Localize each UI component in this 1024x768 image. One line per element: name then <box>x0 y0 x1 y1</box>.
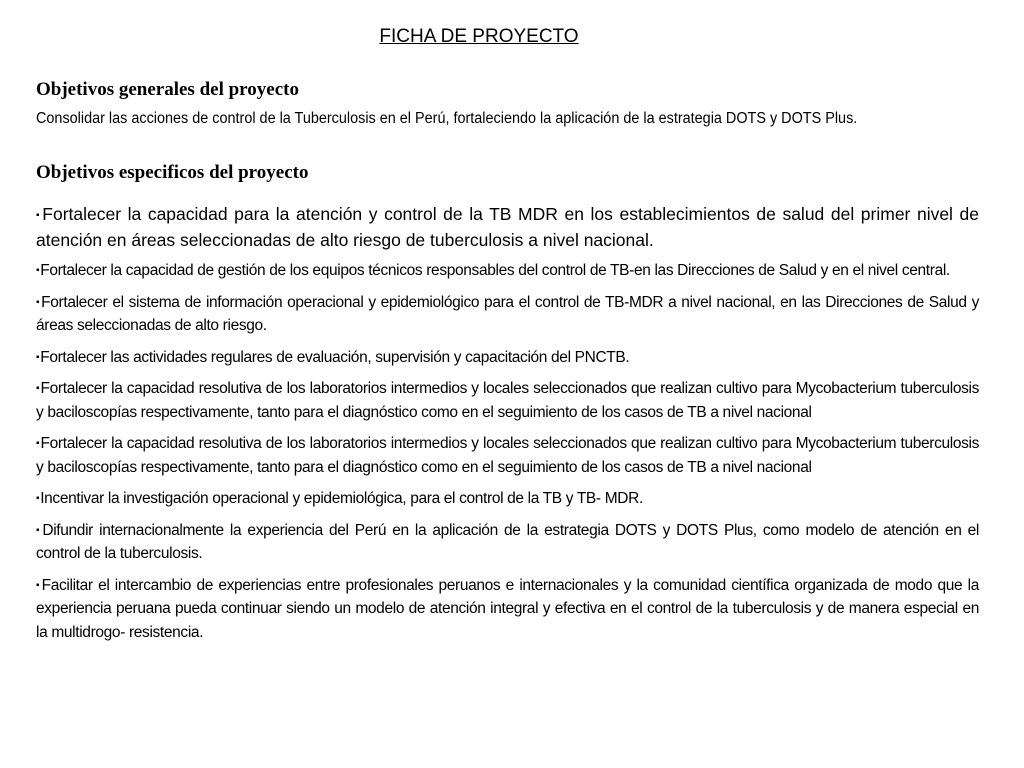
list-item-text: Fortalecer la capacidad de gestión de los equipos técnicos responsables del control de TB-en las Direcciones de Salud y en el nivel central. <box>40 262 950 279</box>
list-item-text: Fortalecer la capacidad resolutiva de los laboratorios intermedios y locales seleccionados que realizan cultivo para Mycobacterium tuberculosis y baciloscopías respectivamente, tanto para el diagnóstico como en el seguimiento de los casos de TB a nivel nacional <box>36 435 979 476</box>
bullet-marker-icon: ▪ <box>36 438 40 449</box>
page-title: FICHA DE PROYECTO <box>379 26 579 47</box>
list-item <box>36 432 979 479</box>
bullet-marker-icon: ▪ <box>36 265 40 276</box>
list-item-text: Fortalecer el sistema de información operacional y epidemiológico para el control de TB-MDR a nivel nacional, en las Direcciones de Salud y áreas seleccionadas de alto riesgo. <box>36 293 979 334</box>
bullet-marker-icon: ▪ <box>36 579 41 591</box>
list-item <box>36 259 979 283</box>
list-item <box>36 202 979 252</box>
bullet-marker-icon: ▪ <box>36 210 42 221</box>
list-item-text: Facilitar el intercambio de experiencias entre profesionales peruanos e internacionales y la comunidad científica organizada de modo que la experiencia peruana pueda continuar siendo un modelo de atención integral y efectiva en el control de la tuberculosis y de manera especial en la multidrogo- resistencia. <box>36 576 979 641</box>
general-objectives-heading: Objetivos generales del proyecto <box>36 79 299 100</box>
bullet-marker-icon: ▪ <box>36 383 40 394</box>
list-item <box>36 377 979 424</box>
specific-objectives-list <box>36 202 979 652</box>
list-item <box>36 519 979 566</box>
general-objective-text: Consolidar las acciones de control de la Tuberculosis en el Perú, fortaleciendo la aplicación de la estrategia DOTS y DOTS Plus. <box>36 110 858 127</box>
list-item-text: Incentivar la investigación operacional y epidemiológica, para el control de la TB y TB- MDR. <box>40 490 643 507</box>
specific-objectives-heading: Objetivos especificos del proyecto <box>36 162 309 183</box>
bullet-marker-icon: ▪ <box>36 296 41 308</box>
bullet-marker-icon: ▪ <box>36 524 42 536</box>
list-item-text: Fortalecer la capacidad resolutiva de los laboratorios intermedios y locales seleccionados que realizan cultivo para Mycobacterium tuberculosis y baciloscopías respectivamente, tanto para el diagnóstico como en el seguimiento de los casos de TB a nivel nacional <box>36 380 979 421</box>
list-item <box>36 346 979 370</box>
list-item <box>36 291 979 338</box>
bullet-marker-icon: ▪ <box>36 493 40 504</box>
list-item <box>36 487 979 511</box>
bullet-marker-icon: ▪ <box>36 351 40 363</box>
list-item-text: Difundir internacionalmente la experiencia del Perú en la aplicación de la estrategia DOTS y DOTS Plus, como modelo de atención en el control de la tuberculosis. <box>36 521 979 562</box>
list-item-text: Fortalecer las actividades regulares de evaluación, supervisión y capacitación del PNCTB. <box>40 348 630 366</box>
list-item <box>36 574 979 645</box>
list-item-text: Fortalecer la capacidad para la atención y control de la TB MDR en los establecimientos de salud del primer nivel de atención en áreas seleccionadas de alto riesgo de tuberculosis a nivel nacional. <box>36 204 979 250</box>
